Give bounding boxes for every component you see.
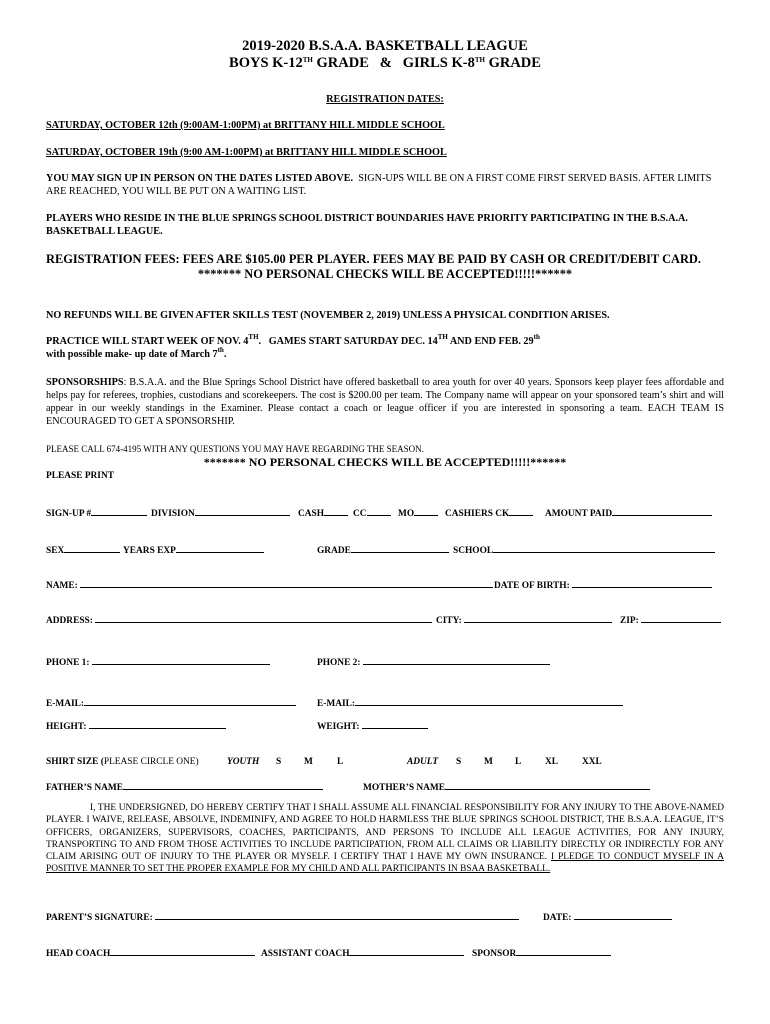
division-field[interactable] [151, 506, 290, 520]
sex-line[interactable] [64, 543, 120, 553]
cash-label: CASH [298, 509, 325, 519]
practice-makeup-sup: th [217, 346, 224, 354]
subtitle-part-boys: BOYS K-12 [229, 55, 303, 71]
practice-sup-3: th [533, 333, 540, 341]
cashiers-check-field[interactable] [445, 506, 533, 520]
height-field[interactable] [46, 719, 226, 733]
email-2-field[interactable] [317, 696, 623, 710]
cashiers-check-label: CASHIERS CK [445, 509, 510, 519]
school-field[interactable] [453, 543, 715, 557]
cash-field[interactable] [298, 506, 348, 520]
email-2-label: E-MAIL: [317, 699, 356, 709]
cash-line[interactable] [324, 506, 348, 516]
city-field[interactable] [436, 613, 612, 627]
phone-1-label: PHONE 1: [46, 658, 92, 668]
signup-number-line[interactable] [91, 506, 147, 516]
sponsor-label: SPONSOR [472, 949, 517, 959]
weight-field[interactable] [317, 719, 428, 733]
assistant-coach-label: ASSISTANT COACH [261, 949, 350, 959]
no-checks-repeat: ******* NO PERSONAL CHECKS WILL BE ACCEPTED!!!!!****** [203, 455, 567, 469]
mo-line[interactable] [414, 506, 438, 516]
subtitle-sup-2: TH [474, 56, 485, 64]
address-line[interactable] [95, 613, 432, 623]
school-line[interactable] [493, 543, 715, 553]
adult-size-xxl[interactable]: XXL [582, 757, 602, 767]
sponsor-field[interactable] [472, 946, 611, 960]
practice-sup-1: TH [248, 333, 259, 341]
father-name-label: FATHER’S NAME [46, 783, 123, 793]
sponsor-line[interactable] [516, 946, 611, 956]
weight-line[interactable] [362, 719, 428, 729]
adult-size-l[interactable]: L [515, 757, 522, 767]
registration-date-1: SATURDAY, OCTOBER 12th (9:00AM-1:00PM) at BRITTANY HILL MIDDLE SCHOOL [46, 120, 445, 131]
sponsorships-paragraph [46, 376, 724, 428]
father-name-field[interactable] [46, 780, 323, 794]
amount-paid-label: AMOUNT PAID [545, 509, 613, 519]
years-exp-field[interactable] [123, 543, 264, 557]
form-subtitle [46, 55, 724, 72]
youth-size-m[interactable]: M [304, 757, 313, 767]
practice-part-3: AND END FEB. 29 [447, 336, 534, 347]
city-label: CITY: [436, 616, 465, 626]
phone-2-label: PHONE 2: [317, 658, 363, 668]
email-2-line[interactable] [355, 696, 623, 706]
practice-makeup-end: . [223, 349, 227, 360]
address-field[interactable] [46, 613, 432, 627]
grade-field[interactable] [317, 543, 449, 557]
parent-signature-field[interactable] [46, 910, 519, 924]
grade-line[interactable] [351, 543, 449, 553]
mother-name-line[interactable] [445, 780, 650, 790]
cc-label: CC [353, 509, 367, 519]
email-1-field[interactable] [46, 696, 296, 710]
practice-line-1 [46, 335, 724, 348]
dob-field[interactable] [494, 578, 712, 592]
adult-size-xl[interactable]: XL [545, 757, 559, 767]
signup-number-label: SIGN-UP # [46, 509, 92, 519]
name-field[interactable] [46, 578, 493, 592]
mother-name-field[interactable] [363, 780, 650, 794]
sponsorships-text: : B.S.A.A. and the Blue Springs School District have offered basketball to area youth for over 40 years. Sponsors keep player fees affordable and helps pay for referees, trophies, custodians and scorekeepers. The cost is $200.00 per team. The Company name will appear on your sponsored team’s shirt and will appear in our weekly standings in the Examiner. Please contact a coach or league officer if you are interested in sponsoring a team. EACH TEAM IS ENCOURAGED TO GET A SPONSORSHIP. [46, 377, 724, 427]
mo-label: MO [398, 509, 415, 519]
school-label: SCHOOL [453, 546, 494, 556]
address-label: ADDRESS: [46, 616, 96, 626]
mo-field[interactable] [398, 506, 438, 520]
practice-line-2 [46, 348, 724, 361]
height-label: HEIGHT: [46, 722, 89, 732]
waiver-paragraph [46, 802, 724, 876]
fees-no-checks: ******* NO PERSONAL CHECKS WILL BE ACCEPTED!!!!!****** [197, 267, 573, 281]
height-line[interactable] [89, 719, 226, 729]
assistant-coach-field[interactable] [261, 946, 464, 960]
cashiers-check-line[interactable] [509, 506, 533, 516]
phone-2-field[interactable] [317, 655, 550, 669]
fees-line-1: REGISTRATION FEES: FEES ARE $105.00 PER PLAYER. FEES MAY BE PAID BY CASH OR CREDIT/DEBIT CARD. [46, 252, 701, 266]
father-name-line[interactable] [123, 780, 323, 790]
head-coach-field[interactable] [46, 946, 255, 960]
signature-date-line[interactable] [574, 910, 672, 920]
head-coach-label: HEAD COACH [46, 949, 111, 959]
signature-date-field[interactable] [543, 910, 672, 924]
youth-size-s[interactable]: S [276, 757, 282, 767]
call-line: PLEASE CALL 674-4195 WITH ANY QUESTIONS YOU MAY HAVE REGARDING THE SEASON. [46, 444, 424, 454]
practice-part-2: . GAMES START SATURDAY DEC. 14 [258, 336, 438, 347]
email-1-label: E-MAIL: [46, 699, 85, 709]
signature-date-label: DATE: [543, 913, 574, 923]
registration-date-2: SATURDAY, OCTOBER 19th (9:00 AM-1:00PM) at BRITTANY HILL MIDDLE SCHOOL [46, 147, 447, 158]
cc-line[interactable] [367, 506, 391, 516]
youth-size-l[interactable]: L [337, 757, 344, 767]
practice-part-1: PRACTICE WILL START WEEK OF NOV. 4 [46, 336, 249, 347]
parent-signature-label: PARENT’S SIGNATURE: [46, 913, 156, 923]
subtitle-part-grade: GRADE [484, 55, 541, 71]
signup-rest: SIGN-UPS WILL BE ON A FIRST COME FIRST SERVED BASIS. AFTER LIMITS ARE REACHED, YOU WILL BE PUT ON A WAITING LIST. [46, 173, 714, 197]
signup-bold: YOU MAY SIGN UP IN PERSON ON THE DATES LISTED ABOVE. [46, 173, 354, 184]
waiver-pledge: I PLEDGE TO CONDUCT MYSELF IN A POSITIVE MANNER TO SET THE PROPER EXAMPLE FOR MY CHILD AND ALL PARTICIPANTS IN BSAA BASKETBALL. [46, 852, 724, 875]
youth-label: YOUTH [227, 757, 260, 767]
phone-2-line[interactable] [363, 655, 550, 665]
registration-dates-heading: REGISTRATION DATES: [326, 94, 444, 105]
years-exp-label: YEARS EXP [123, 546, 176, 556]
weight-label: WEIGHT: [317, 722, 362, 732]
shirt-size-label-bold: SHIRT SIZE ( [46, 757, 104, 767]
priority-paragraph: PLAYERS WHO RESIDE IN THE BLUE SPRINGS SCHOOL DISTRICT BOUNDARIES HAVE PRIORITY PARTICIPATING IN THE B.S.A.A. BASKETBALL LEAGUE. [46, 213, 688, 237]
shirt-size-label-note: PLEASE CIRCLE ONE) [103, 757, 199, 767]
cc-field[interactable] [353, 506, 391, 520]
adult-size-m[interactable]: M [484, 757, 493, 767]
grade-label: GRADE [317, 546, 351, 556]
title-line-1: 2019-2020 B.S.A.A. BASKETBALL LEAGUE [242, 38, 528, 54]
practice-makeup: with possible make- up date of March 7 [46, 349, 218, 360]
subtitle-sup-1: TH [302, 56, 313, 64]
zip-field[interactable] [620, 613, 721, 627]
mother-name-label: MOTHER’S NAME [363, 783, 446, 793]
amount-paid-field[interactable] [545, 506, 712, 520]
parent-signature-line[interactable] [155, 910, 519, 920]
sex-field[interactable] [46, 543, 120, 557]
refunds-paragraph: NO REFUNDS WILL BE GIVEN AFTER SKILLS TEST (NOVEMBER 2, 2019) UNLESS A PHYSICAL CONDITION ARISES. [46, 310, 610, 321]
email-1-line[interactable] [84, 696, 296, 706]
please-print: PLEASE PRINT [46, 471, 114, 481]
sex-label: SEX [46, 546, 65, 556]
name-label: NAME: [46, 581, 81, 591]
adult-label: ADULT [407, 757, 439, 767]
form-title [46, 38, 724, 55]
shirt-size-label [46, 756, 199, 768]
phone-1-line[interactable] [92, 655, 270, 665]
sponsorships-label: SPONSORSHIPS [46, 377, 124, 388]
city-line[interactable] [464, 613, 612, 623]
phone-1-field[interactable] [46, 655, 270, 669]
amount-paid-line[interactable] [612, 506, 712, 516]
name-line[interactable] [80, 578, 493, 588]
years-exp-line[interactable] [176, 543, 264, 553]
adult-size-s[interactable]: S [456, 757, 462, 767]
waiver-text: I, THE UNDERSIGNED, DO HEREBY CERTIFY THAT I SHALL ASSUME ALL FINANCIAL RESPONSIBILITY FOR ANY INJURY TO THE ABOVE-NAMED PLAYER. I WAIVE, RELEASE, ABSOLVE, INDEMINIFY, AND AGREE TO HOLD HARMLESS THE BLUE SPRINGS SCHOOL DISTRICT, THE B.S.A.A. LEAGUE, IT’S OFFICERS, ORGANIZERS, SUPERVISORS, COACHES, PARTICIPANTS, AND PERSONS TO INCLUDE ALL LEAGUE ACTIVITIES, FOR ANY INJURY, TRANSPORTING TO AND FROM THOSE ACTIVITIES TO INCLUDE PARTICIPATION, FROM ALL CLAIMS OR LIABILITY DIRECTLY OR INDIRECTLY FOR ANY CLAIM ARISING OUT OF INJURY TO THE PLAYER OR MYSELF. I CERTIFY THAT I HAVE MY OWN INSURANCE. [46, 803, 724, 863]
dob-line[interactable] [572, 578, 712, 588]
signup-number-field[interactable] [46, 506, 147, 520]
assistant-coach-line[interactable] [349, 946, 464, 956]
zip-line[interactable] [641, 613, 721, 623]
signup-paragraph [46, 172, 724, 198]
practice-sup-2: TH [437, 333, 448, 341]
division-line[interactable] [195, 506, 290, 516]
zip-label: ZIP: [620, 616, 642, 626]
division-label: DIVISION [151, 509, 195, 519]
subtitle-part-girls: GRADE & GIRLS K-8 [312, 55, 475, 71]
head-coach-line[interactable] [110, 946, 255, 956]
dob-label: DATE OF BIRTH: [494, 581, 573, 591]
